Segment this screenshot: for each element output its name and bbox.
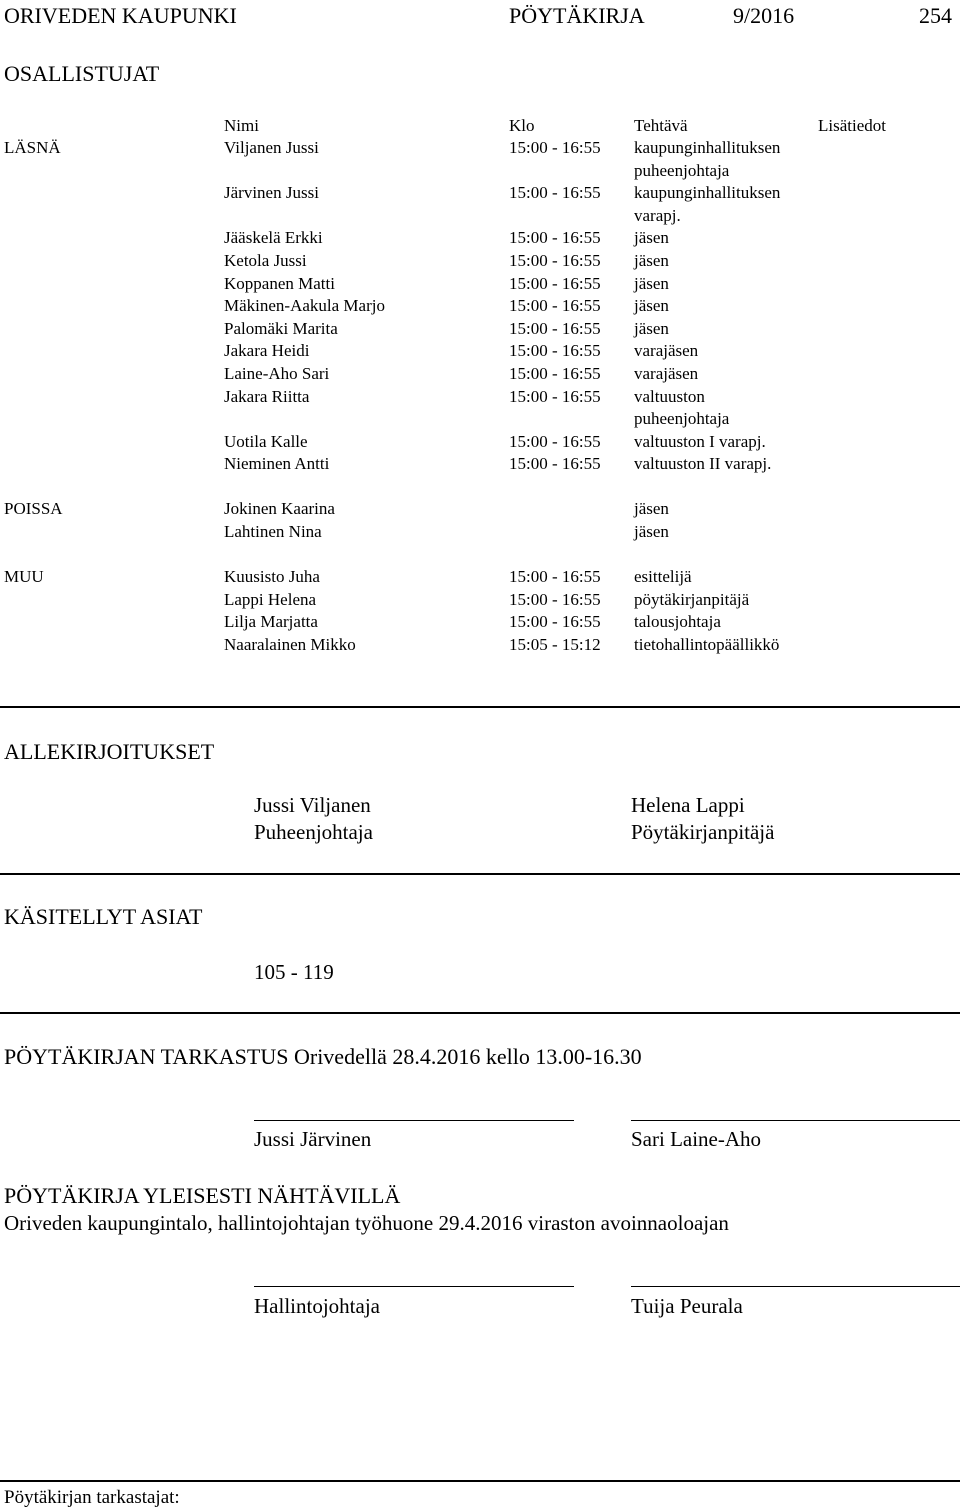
divider	[0, 873, 960, 875]
participant-role: talousjohtaja	[634, 612, 721, 632]
column-header-role: Tehtävä	[634, 116, 688, 135]
participant-name: Jakara Heidi	[224, 341, 310, 361]
participant-time: 15:00 - 16:55	[509, 251, 601, 270]
participant-time: 15:00 - 16:55	[509, 431, 601, 451]
participant-role: valtuuston I varapj.	[634, 431, 766, 451]
issue-number: 9/2016	[733, 3, 795, 28]
participant-time: 15:00 - 16:55	[509, 183, 601, 203]
admin-name: Tuija Peurala	[631, 1294, 743, 1318]
reviewer-1-name: Jussi Järvinen	[254, 1127, 372, 1151]
secretary-name: Helena Lappi	[631, 793, 745, 817]
signature-line	[631, 1120, 960, 1121]
public-title: PÖYTÄKIRJA YLEISESTI NÄHTÄVILLÄ	[4, 1183, 401, 1208]
participant-time: 15:00 - 16:55	[509, 589, 601, 609]
signature-line	[631, 1286, 960, 1287]
participant-name: Jokinen Kaarina	[224, 499, 335, 518]
column-header-time: Klo	[509, 116, 535, 135]
participant-role: jäsen	[634, 318, 669, 338]
participant-role: valtuuston II varapj.	[634, 454, 772, 474]
group-label-other: MUU	[4, 567, 44, 586]
participant-role: varajäsen	[634, 364, 699, 383]
participants-title: OSALLISTUJAT	[4, 61, 160, 86]
public-detail: Oriveden kaupungintalo, hallintojohtajan työhuone 29.4.2016 viraston avoinnaoloajan	[4, 1211, 729, 1235]
participant-name: Jakara Riitta	[224, 386, 310, 406]
participant-name: Uotila Kalle	[224, 431, 308, 451]
participant-role: jäsen	[634, 251, 669, 270]
group-label-present: LÄSNÄ	[4, 138, 61, 157]
participant-time: 15:00 - 16:55	[509, 138, 601, 157]
column-header-info: Lisätiedot	[818, 116, 886, 135]
group-label-absent: POISSA	[4, 499, 63, 518]
participant-role: varapj.	[634, 205, 681, 225]
participant-role: jäsen	[634, 499, 669, 518]
org-name: ORIVEDEN KAUPUNKI	[4, 3, 237, 28]
participant-role: jäsen	[634, 521, 669, 541]
participant-role: valtuuston	[634, 386, 705, 406]
participant-time: 15:00 - 16:55	[509, 296, 601, 316]
participant-time: 15:05 - 15:12	[509, 634, 601, 654]
participant-time: 15:00 - 16:55	[509, 612, 601, 632]
reviewers-label: Pöytäkirjan tarkastajat:	[4, 1487, 180, 1508]
participant-name: Lahtinen Nina	[224, 521, 322, 541]
participant-name: Lappi Helena	[224, 589, 317, 609]
participant-role: kaupunginhallituksen	[634, 183, 781, 203]
participant-role: esittelijä	[634, 567, 692, 586]
signature-line	[254, 1286, 574, 1287]
participant-role: puheenjohtaja	[634, 409, 730, 429]
participant-time: 15:00 - 16:55	[509, 454, 601, 474]
chair-name: Jussi Viljanen	[254, 793, 371, 817]
participant-time: 15:00 - 16:55	[509, 228, 601, 248]
admin-role: Hallintojohtaja	[254, 1294, 380, 1318]
items-range: 105 - 119	[254, 960, 334, 984]
participant-time: 15:00 - 16:55	[509, 567, 601, 586]
divider	[0, 1012, 960, 1014]
participant-name: Lilja Marjatta	[224, 612, 318, 632]
review-detail: Orivedellä 28.4.2016 kello 13.00-16.30	[288, 1044, 642, 1069]
participant-time: 15:00 - 16:55	[509, 364, 601, 383]
document-type: PÖYTÄKIRJA	[509, 3, 645, 28]
participant-role: pöytäkirjanpitäjä	[634, 589, 750, 609]
participant-name: Viljanen Jussi	[224, 138, 319, 157]
participant-time: 15:00 - 16:55	[509, 273, 601, 293]
signature-line	[254, 1120, 574, 1121]
participant-time: 15:00 - 16:55	[509, 341, 601, 361]
participant-time: 15:00 - 16:55	[509, 318, 601, 338]
column-header-name: Nimi	[224, 116, 259, 135]
footer-divider	[0, 1480, 960, 1482]
participant-name: Palomäki Marita	[224, 318, 338, 338]
page-number: 254	[919, 3, 952, 28]
participant-role: jäsen	[634, 228, 669, 248]
signatures-title: ALLEKIRJOITUKSET	[4, 739, 215, 764]
participant-name: Nieminen Antti	[224, 454, 330, 474]
participant-name: Koppanen Matti	[224, 273, 335, 293]
review-heading	[4, 1044, 642, 1070]
participant-role: tietohallintopäällikkö	[634, 634, 780, 654]
participant-role: kaupunginhallituksen	[634, 138, 781, 157]
participant-role: jäsen	[634, 273, 669, 293]
participant-name: Laine-Aho Sari	[224, 364, 330, 383]
participant-role: jäsen	[634, 296, 669, 316]
items-title: KÄSITELLYT ASIAT	[4, 904, 203, 929]
participant-name: Järvinen Jussi	[224, 183, 319, 203]
review-title: PÖYTÄKIRJAN TARKASTUS	[4, 1044, 289, 1069]
participant-role: puheenjohtaja	[634, 160, 730, 180]
participant-time: 15:00 - 16:55	[509, 386, 601, 406]
participant-name: Kuusisto Juha	[224, 567, 320, 586]
chair-role: Puheenjohtaja	[254, 820, 373, 844]
secretary-role: Pöytäkirjanpitäjä	[631, 820, 775, 844]
participant-name: Jääskelä Erkki	[224, 228, 323, 248]
participant-name: Naaralainen Mikko	[224, 634, 356, 654]
participant-role: varajäsen	[634, 341, 699, 361]
participant-name: Ketola Jussi	[224, 251, 307, 270]
reviewer-2-name: Sari Laine-Aho	[631, 1127, 762, 1151]
divider	[0, 706, 960, 708]
participant-name: Mäkinen-Aakula Marjo	[224, 296, 385, 316]
